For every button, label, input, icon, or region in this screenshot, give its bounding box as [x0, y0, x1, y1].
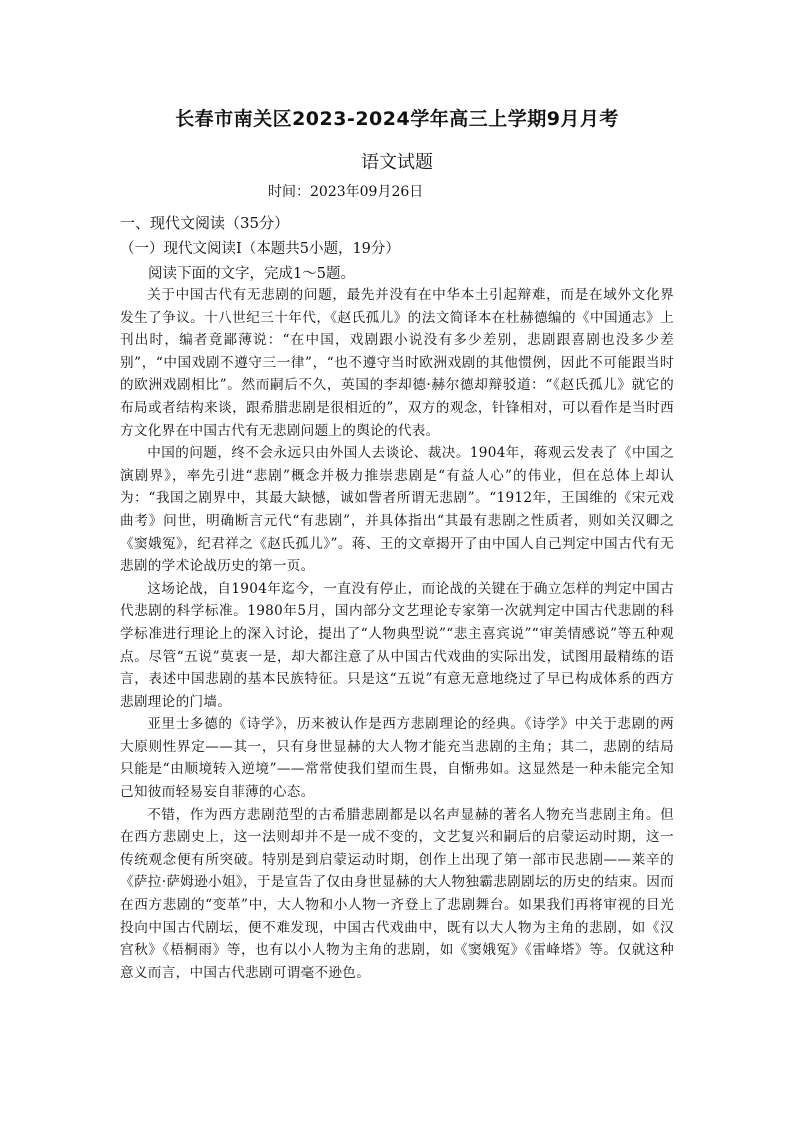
exam-date: 时间：2023年09月26日	[268, 184, 424, 200]
passage-paragraph: 中国的问题，终不会永远只由外国人去谈论、裁决。1904年，蒋观云发表了《中国之演剧界》，率先引进“悲剧”概念并极力推崇悲剧是“有益人心”的伟业，但在总体上却认为：“我国之剧界中，其最大缺憾，诚如訾者所谓无悲剧”。“1912年，王国维的《宋元戏曲考》问世，明确断言元代“有悲剧”，并具体指出“其最有悲剧之性质者，则如关汉卿之《窦娥冤》，纪君祥之《赵氏孤儿》”。蒋、王的文章揭开了由中国人自己判定中国古代有无悲剧的学术论战历史的第一页。	[120, 445, 674, 575]
reading-instruction: 阅读下面的文字，完成1～5题。	[148, 266, 355, 282]
passage-paragraph: 亚里士多德的《诗学》，历来被认作是西方悲剧理论的经典。《诗学》中关于悲剧的两大原则性界定——其一，只有身世显赫的大人物才能充当悲剧的主角；其二，悲剧的结局只能是“由顺境转入逆境”——常常使我们望而生畏，自惭弗如。这显然是一种未能完全知己知彼而轻易妄自菲薄的心态。	[120, 716, 674, 801]
passage-paragraph: 这场论战，自1904年迄今，一直没有停止，而论战的关键在于确立怎样的判定中国古代悲剧的科学标准。1980年5月，国内部分文艺理论专家第一次就判定中国古代悲剧的科学标准进行理论上的深入讨论，提出了“人物典型说”“悲主喜宾说”“审美情感说”等五种观点。尽管“五说”莫衷一是，却大都注意了从中国古代戏曲的实际出发，试图用最精练的语言，表述中国悲剧的基本民族特征。只是这“五说”有意无意地绕过了早已构成体系的西方悲剧理论的门墙。	[120, 580, 674, 710]
exam-title: 长春市南关区2023-2024学年高三上学期9月月考	[175, 108, 619, 130]
subsection-heading: （一）现代文阅读Ⅰ（本题共5小题，19分）	[120, 241, 400, 257]
exam-subject: 语文试题	[361, 152, 433, 173]
passage-paragraph: 不错，作为西方悲剧范型的古希腊悲剧都是以名声显赫的著名人物充当悲剧主角。但在西方悲剧史上，这一法则却并不是一成不变的，文艺复兴和嗣后的启蒙运动时期，这一传统观念便有所突破。特别是到启蒙运动时期，创作上出现了第一部市民悲剧——莱辛的《萨拉·萨姆逊小姐》，于是宣告了仅由身世显赫的大人物独霸悲剧剧坛的历史的结束。因而在西方悲剧的“变革”中，大人物和小人物一齐登上了悲剧舞台。如果我们再将审视的目光投向中国古代剧坛，便不难发现，中国古代戏曲中，既有以大人物为主角的悲剧，如《汉宫秋》《梧桐雨》等，也有以小人物为主角的悲剧，如《窦娥冤》《雷峰塔》等。仅就这种意义而言，中国古代悲剧可谓毫不逊色。	[120, 806, 674, 981]
reading-passage	[120, 284, 674, 984]
section-heading: 一、现代文阅读（35分）	[120, 214, 290, 232]
passage-paragraph: 关于中国古代有无悲剧的问题，最先并没有在中华本土引起辩难，而是在域外文化界发生了争议。十八世纪三十年代，《赵氏孤儿》的法文简译本在杜赫德编的《中国通志》上刊出时，编者竟鄙薄说：“在中国，戏剧跟小说没有多少差别，悲剧跟喜剧也没多少差别”，“中国戏剧不遵守三一律”，“也不遵守当时欧洲戏剧的其他惯例，因此不可能跟当时的欧洲戏剧相比”。然而嗣后不久，英国的李却德·赫尔德却辩驳道：“《赵氏孤儿》就它的布局或者结构来谈，跟希腊悲剧是很相近的”，双方的观念，针锋相对，可以看作是当时西方文化界在中国古代有无悲剧问题上的舆论的代表。	[120, 287, 674, 439]
